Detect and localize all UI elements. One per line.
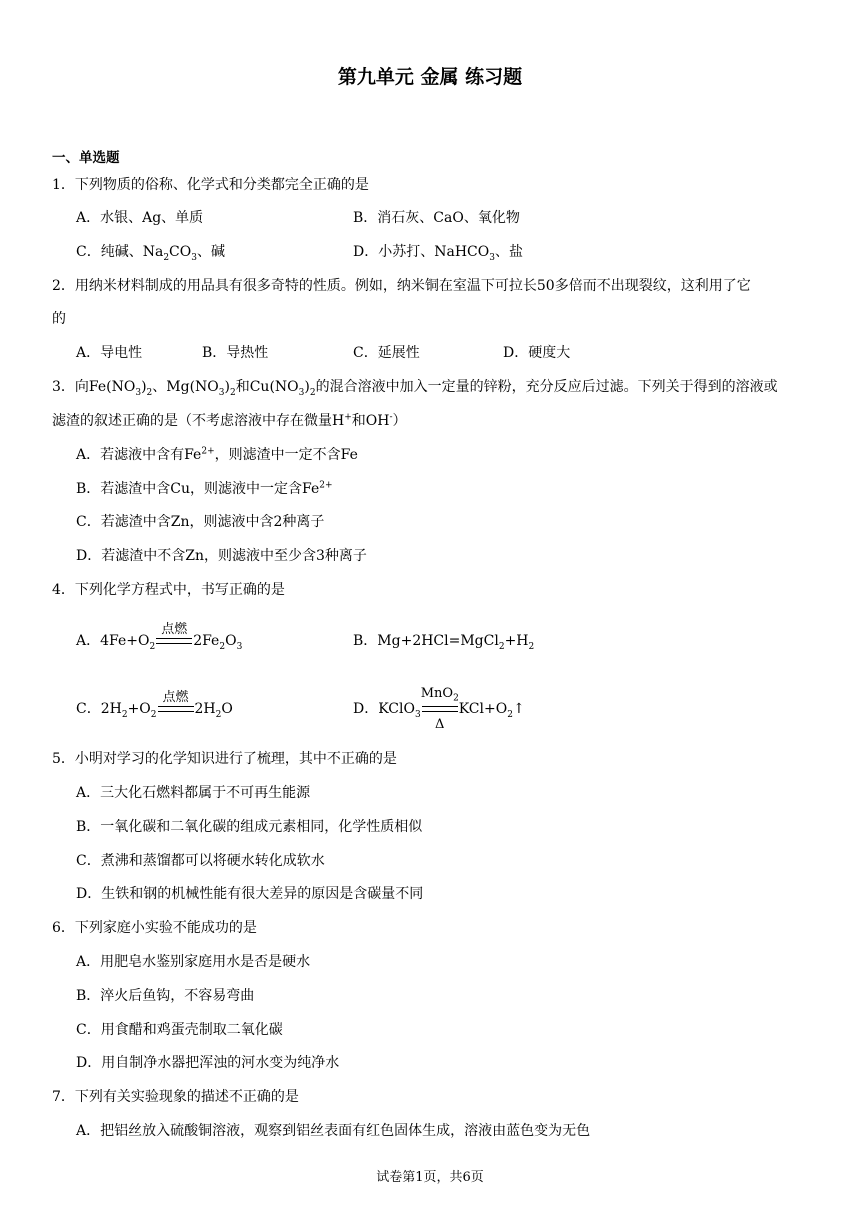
page-title: 第九单元 金属 练习题 — [337, 66, 523, 88]
q4-option-a: A．$4Fe+O_2$ 点燃 $2Fe_2O_3$ — [76, 622, 243, 652]
question-2-stem: 2．用纳米材料制成的用品具有很多奇特的性质。例如，纳米铜在室温下可拉长50多倍而不出现裂纹，这利用了它 — [52, 278, 751, 294]
question-6-stem: 6．下列家庭小实验不能成功的是 — [52, 920, 257, 936]
q2-option-c: C．延展性 — [353, 345, 420, 361]
reaction-condition: 点燃 — [157, 701, 195, 717]
q6-option-d: D．用自制净水器把浑浊的河水变为纯净水 — [76, 1055, 340, 1071]
q5-option-a: A．三大化石燃料都属于不可再生能源 — [76, 785, 311, 801]
reaction-condition: MnO$_2$ Δ — [420, 686, 459, 732]
q4-option-b: B．$Mg+2HCl=MgCl_2+H_2$ — [353, 633, 535, 652]
q6-option-b: B．淬火后鱼钩，不容易弯曲 — [76, 988, 255, 1004]
question-4-stem: 4．下列化学方程式中，书写正确的是 — [52, 582, 285, 598]
q1-option-a: A．水银、Ag、单质 — [76, 210, 204, 226]
q5-option-c: C．煮沸和蒸馏都可以将硬水转化成软水 — [76, 853, 325, 869]
question-3-stem-cont: 滤渣的叙述正确的是（不考虑溶液中存在微量H+和OH-） — [52, 412, 407, 429]
q3-option-c: C．若滤渣中含Zn，则滤液中含2种离子 — [76, 514, 325, 530]
question-5-stem: 5．小明对学习的化学知识进行了梳理，其中不正确的是 — [52, 751, 397, 767]
question-7-stem: 7．下列有关实验现象的描述不正确的是 — [52, 1089, 299, 1105]
q6-option-a: A．用肥皂水鉴别家庭用水是否是硬水 — [76, 954, 311, 970]
q7-option-a: A．把铝丝放入硫酸铜溶液，观察到铝丝表面有红色固体生成，溶液由蓝色变为无色 — [76, 1123, 591, 1139]
q1-option-c: C．纯碱、$Na_2CO_3$、碱 — [76, 244, 225, 263]
page-footer: 试卷第1页，共6页 — [376, 1170, 484, 1185]
q3-option-d: D．若滤渣中不含Zn，则滤液中至少含3种离子 — [76, 548, 367, 564]
q3-option-b: B．若滤渣中含Cu，则滤液中一定含$Fe^{2+}$ — [76, 480, 333, 497]
q2-option-b: B．导热性 — [202, 345, 269, 361]
section-heading: 一、单选题 — [52, 150, 120, 166]
q5-option-b: B．一氧化碳和二氧化碳的组成元素相同，化学性质相似 — [76, 819, 423, 835]
q4-option-d: D．KClO$_3$ MnO$_2$ Δ $KCl+O_2↑$ — [353, 686, 525, 732]
question-2-stem-cont: 的 — [52, 311, 66, 327]
q1-option-d: D．小苏打、NaHCO$_3$、盐 — [353, 244, 523, 263]
q6-option-c: C．用食醋和鸡蛋壳制取二氧化碳 — [76, 1022, 283, 1038]
q3-option-a: A．若滤液中含有$Fe^{2+}$，则滤渣中一定不含Fe — [76, 446, 358, 463]
q2-option-d: D．硬度大 — [503, 345, 571, 361]
reaction-condition: 点燃 — [155, 633, 193, 649]
q1-option-b: B．消石灰、CaO、氧化物 — [353, 210, 520, 226]
q2-option-a: A．导电性 — [76, 345, 143, 361]
q5-option-d: D．生铁和钢的机械性能有很大差异的原因是含碳量不同 — [76, 886, 424, 902]
question-3-stem: 3．向$Fe(NO_3)_2$、$Mg(NO_3)_2$和$Cu(NO_3)_2$的混合溶液中加入一定量的锌粉，充分反应后过滤。下列关于得到的溶液或 — [52, 379, 778, 398]
question-1-stem: 1．下列物质的俗称、化学式和分类都完全正确的是 — [52, 177, 369, 193]
q4-option-c: C．$2H_2+O_2$ 点燃 $2H_2O$ — [76, 690, 233, 720]
